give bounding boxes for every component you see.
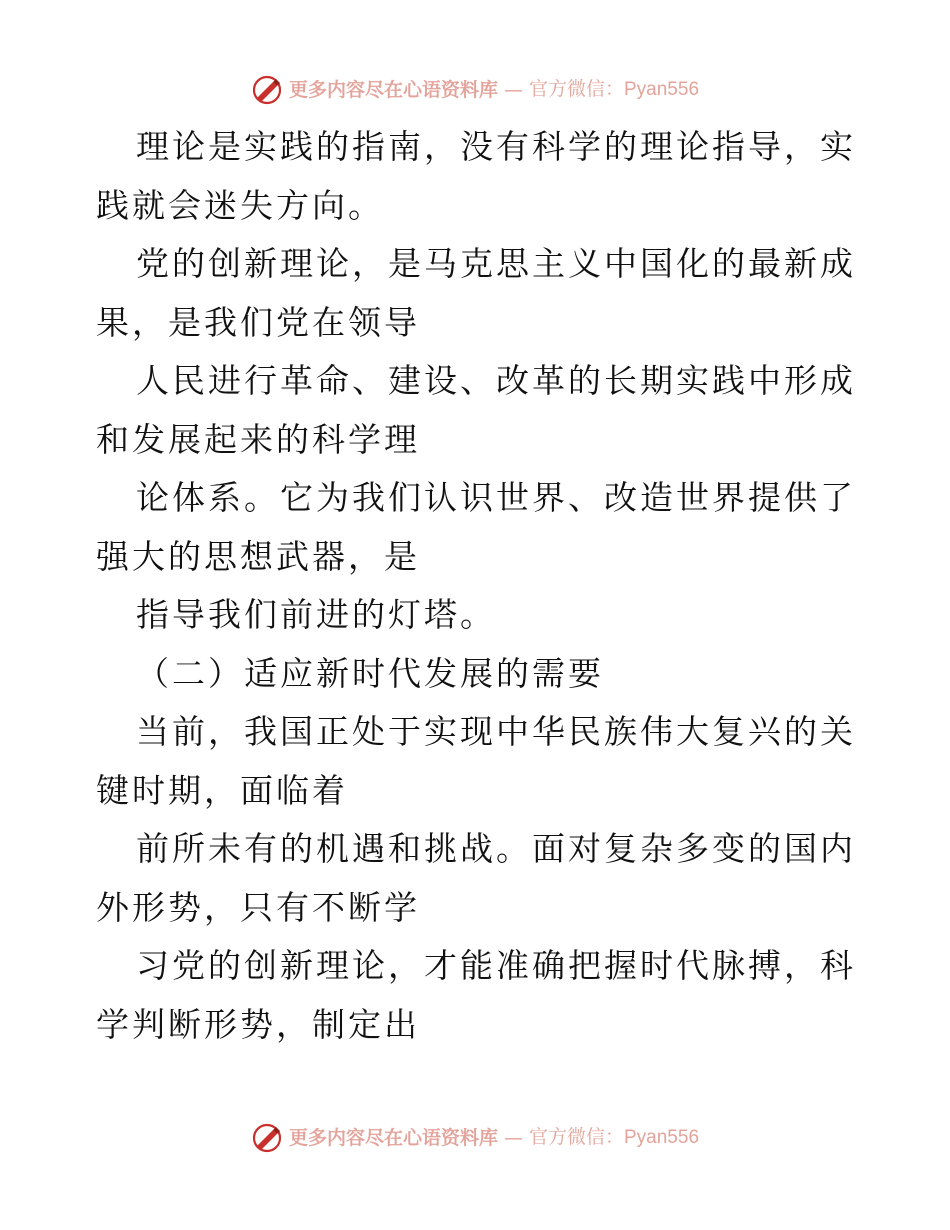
watermark-wechat: 官方微信：Pyan556 — [529, 1127, 700, 1148]
pen-circle-logo-icon — [251, 1122, 283, 1154]
paragraph-2: 党的创新理论，是马克思主义中国化的最新成果，是我们党在领导 — [96, 244, 856, 342]
watermark-text: 更多内容尽在心语资料库 — [288, 1127, 498, 1149]
paragraph-4: 论体系。它为我们认识世界、改造世界提供了强大的思想武器，是 — [96, 478, 856, 576]
watermark-text: 更多内容尽在心语资料库 — [288, 79, 498, 101]
document-body — [96, 118, 856, 1054]
paragraph-5: 指导我们前进的灯塔。 — [136, 595, 496, 634]
pen-circle-logo-icon — [251, 74, 283, 106]
paragraph-8: 习党的创新理论，才能准确把握时代脉搏，科学判断形势，制定出 — [96, 946, 856, 1044]
header-watermark — [0, 72, 950, 108]
watermark-separator: — — [504, 79, 523, 101]
watermark-separator: — — [504, 1127, 523, 1149]
paragraph-6: 当前，我国正处于实现中华民族伟大复兴的关键时期，面临着 — [96, 712, 856, 810]
footer-watermark — [0, 1120, 950, 1156]
paragraph-3: 人民进行革命、建设、改革的长期实践中形成和发展起来的科学理 — [96, 361, 856, 459]
watermark-wechat: 官方微信：Pyan556 — [529, 79, 700, 100]
paragraph-7: 前所未有的机遇和挑战。面对复杂多变的国内外形势，只有不断学 — [96, 829, 856, 927]
section-heading: （二）适应新时代发展的需要 — [136, 653, 604, 693]
paragraph-1: 理论是实践的指南，没有科学的理论指导，实践就会迷失方向。 — [96, 127, 856, 225]
